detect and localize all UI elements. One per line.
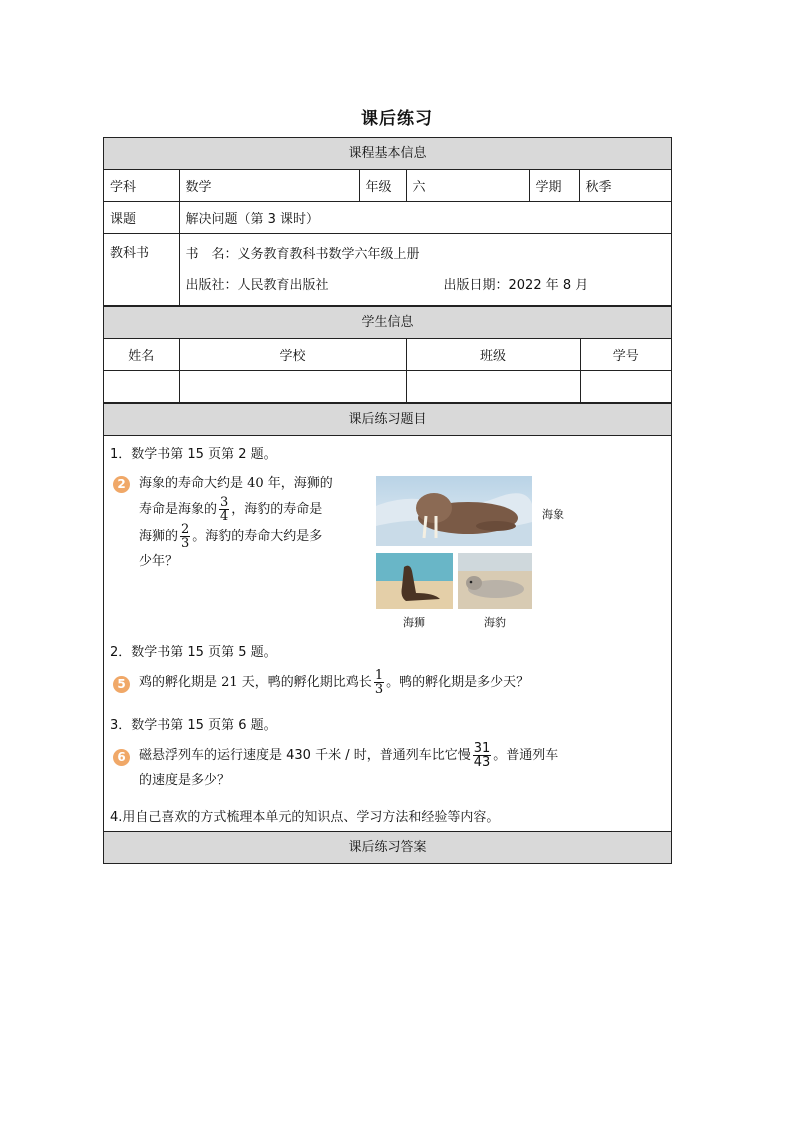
- publisher: 出版社：人民教育出版社: [185, 277, 329, 293]
- q1-fraction-2-3: [180, 523, 190, 550]
- q3-heading: 3．数学书第 15 页第 6 题。: [110, 718, 277, 733]
- sealion-image: [376, 553, 453, 609]
- q2-badge: 5: [113, 676, 130, 693]
- subject-label: 学科: [104, 170, 179, 202]
- q3-line1: [139, 742, 659, 769]
- q2-text: [139, 669, 659, 696]
- col-student-id: 学号: [580, 339, 671, 371]
- term-value: 秋季: [579, 170, 671, 202]
- q3-text: [139, 742, 659, 793]
- q1-line3: [139, 523, 354, 550]
- book-name: 书 名：义务教育教科书数学六年级上册: [185, 246, 420, 262]
- q2-text-pre: 鸡的孵化期是 21 天，鸭的孵化期比鸡长: [139, 675, 372, 690]
- q1-line2: [139, 496, 354, 523]
- q3-line2: 的速度是多少？: [139, 773, 231, 788]
- subject-value: 数学: [179, 170, 359, 202]
- frac-den: 3: [181, 536, 190, 551]
- frac-num: 31: [473, 741, 491, 756]
- q2-heading: 2．数学书第 15 页第 5 题。: [110, 645, 277, 660]
- q3-text-pre: 磁悬浮列车的运行速度是 430 千米 / 时，普通列车比它慢: [139, 748, 471, 763]
- q2-text-post: 。鸭的孵化期是多少天？: [386, 675, 530, 690]
- grade-label: 年级: [359, 170, 406, 202]
- col-class: 班级: [406, 339, 580, 371]
- course-info-header: 课程基本信息: [104, 138, 671, 170]
- publisher-line: [180, 270, 672, 301]
- walrus-caption: 海象: [542, 508, 564, 521]
- q1-line2-post: ，海豹的寿命是: [231, 502, 323, 517]
- frac-den: 43: [473, 755, 491, 770]
- q1-line1: 海象的寿命大约是 40 年，海狮的: [139, 476, 333, 491]
- walrus-image: [376, 476, 532, 546]
- name-field[interactable]: [104, 371, 179, 403]
- q1-badge: 2: [113, 476, 130, 493]
- class-field[interactable]: [406, 371, 580, 403]
- q1-heading: 1．数学书第 15 页第 2 题。: [110, 447, 277, 462]
- q3-text-post: 。普通列车: [493, 748, 559, 763]
- worksheet-table: [103, 137, 672, 864]
- exercise-area: [104, 436, 671, 832]
- q1-line3-post: 。海豹的寿命大约是多: [192, 529, 323, 544]
- q1-fraction-3-4: [219, 496, 229, 523]
- student-info-header: 学生信息: [104, 306, 671, 339]
- q1-line4: 少年？: [139, 554, 179, 569]
- frac-den: 4: [220, 509, 229, 524]
- sealion-caption: 海狮: [403, 616, 425, 629]
- q1-text: [139, 472, 354, 574]
- student-info-table: [104, 339, 671, 403]
- col-school: 学校: [179, 339, 406, 371]
- page-title: 课后练习: [361, 109, 433, 129]
- frac-num: 3: [220, 495, 229, 510]
- q2-fraction-1-3: [374, 669, 384, 696]
- q4-text: 4.用自己喜欢的方式梳理本单元的知识点、学习方法和经验等内容。: [110, 810, 500, 825]
- school-field[interactable]: [179, 371, 406, 403]
- student-id-field[interactable]: [580, 371, 671, 403]
- topic-value: 解决问题（第 3 课时）: [179, 202, 671, 234]
- seal-caption: 海豹: [484, 616, 506, 629]
- q1-line2-pre: 寿命是海象的: [139, 502, 218, 517]
- frac-num: 1: [374, 668, 384, 683]
- pub-date: 出版日期：2022 年 8 月: [443, 277, 589, 293]
- term-label: 学期: [529, 170, 579, 202]
- textbook-info: [179, 234, 671, 306]
- frac-den: 3: [374, 682, 384, 697]
- textbook-label: 教科书: [104, 234, 179, 306]
- q3-fraction-31-43: [473, 742, 492, 769]
- answers-header: 课后练习答案: [104, 832, 671, 863]
- exercises-header: 课后练习题目: [104, 403, 671, 436]
- q1-line3-pre: 海狮的: [139, 529, 179, 544]
- frac-num: 2: [181, 522, 190, 537]
- q3-badge: 6: [113, 749, 130, 766]
- topic-label: 课题: [104, 202, 179, 234]
- course-info-table: [104, 170, 671, 306]
- seal-image: [458, 553, 532, 609]
- col-name: 姓名: [104, 339, 179, 371]
- grade-value: 六: [406, 170, 529, 202]
